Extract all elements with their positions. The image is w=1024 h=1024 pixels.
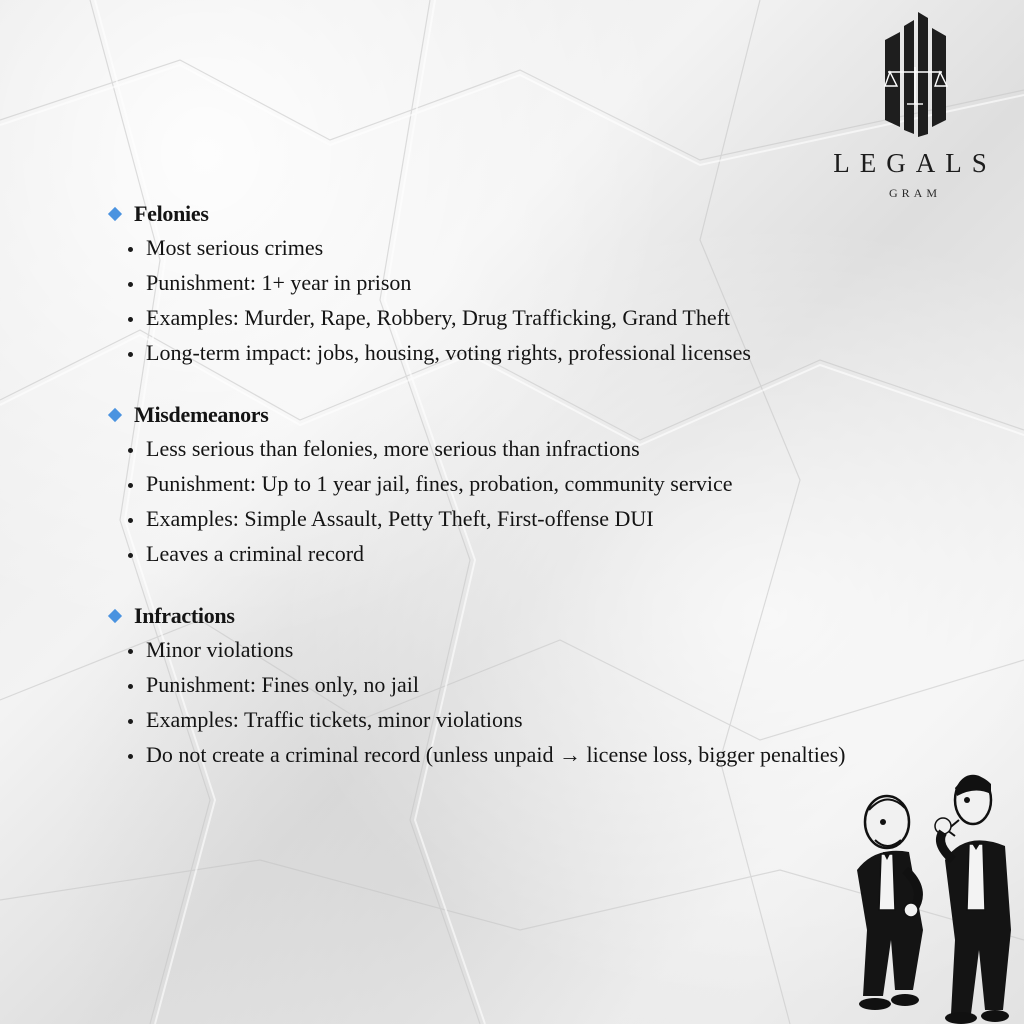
diamond-bullet-icon (108, 609, 122, 623)
list-item: Punishment: 1+ year in prison (126, 265, 896, 300)
list-item: Examples: Simple Assault, Petty Theft, First-offense DUI (126, 501, 896, 536)
list-item: Punishment: Up to 1 year jail, fines, probation, community service (126, 466, 896, 501)
section-heading (106, 600, 896, 632)
bullet-list (106, 632, 896, 772)
list-item: Minor violations (126, 632, 896, 667)
diamond-bullet-icon (108, 408, 122, 422)
list-item: Long-term impact: jobs, housing, voting rights, professional licenses (126, 335, 896, 370)
section-heading (106, 198, 896, 230)
section-felonies (106, 198, 896, 370)
list-item: Leaves a criminal record (126, 536, 896, 571)
section-infractions (106, 600, 896, 772)
section-heading (106, 399, 896, 431)
left-lawyer-figure (857, 796, 923, 1010)
section-title: Felonies (134, 201, 209, 226)
brand-logo (820, 10, 1010, 200)
brand-subtitle: GRAM (888, 186, 941, 200)
list-item: Examples: Murder, Rape, Robbery, Drug Trafficking, Grand Theft (126, 300, 896, 335)
bullet-list (106, 230, 896, 370)
list-item: Most serious crimes (126, 230, 896, 265)
list-item: Examples: Traffic tickets, minor violations (126, 702, 896, 737)
bullet-list (106, 431, 896, 571)
list-item: Do not create a criminal record (unless unpaid → license loss, bigger penalties) (126, 737, 896, 772)
two-lawyers-cartoon (835, 760, 1024, 1024)
section-title: Misdemeanors (134, 402, 269, 427)
section-misdemeanors (106, 399, 896, 571)
list-item: Less serious than felonies, more serious than infractions (126, 431, 896, 466)
scales-of-justice-building-icon (880, 12, 950, 137)
diamond-bullet-icon (108, 207, 122, 221)
crime-classification-list (106, 198, 896, 801)
list-item: Punishment: Fines only, no jail (126, 667, 896, 702)
section-title: Infractions (134, 603, 235, 628)
brand-name: LEGALS (833, 148, 997, 178)
right-lawyer-figure (935, 776, 1011, 1024)
